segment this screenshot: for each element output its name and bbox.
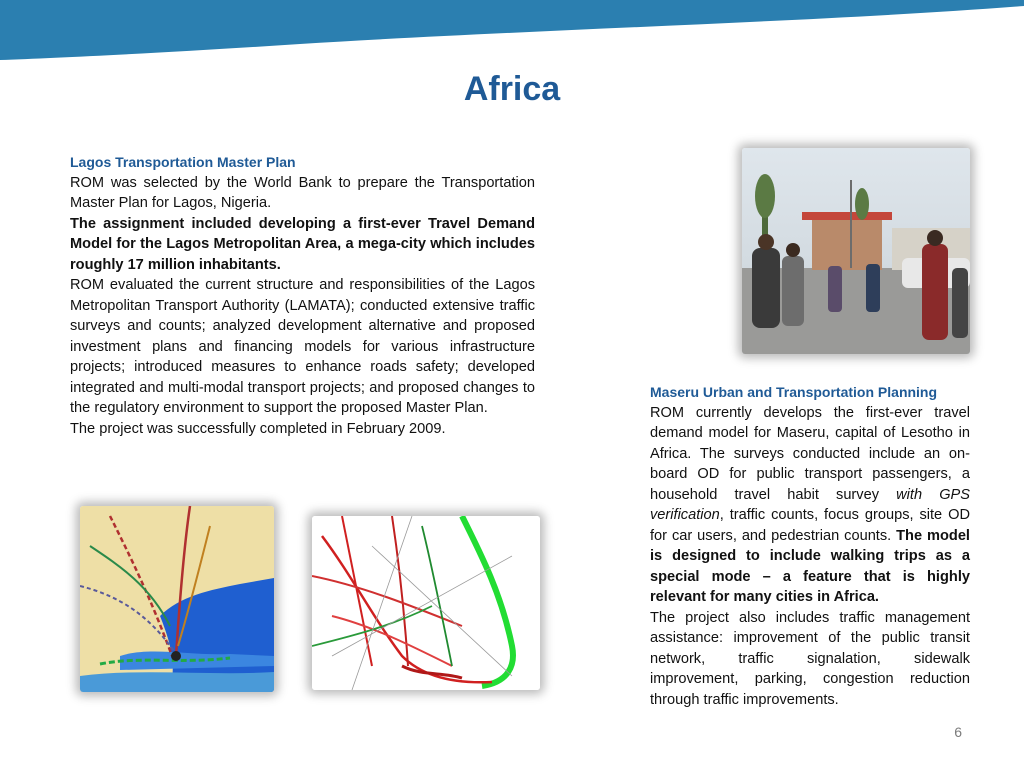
lagos-paragraph-1: ROM was selected by the World Bank to prepare the Transportation Master Plan for Lagos, Nigeria. <box>70 174 535 211</box>
lagos-paragraph-3: ROM evaluated the current structure and responsibilities of the Lagos Metropolitan Transport Authority (LAMATA); conducted extensive traffic surveys and counts; analyzed development alternative and proposed investment plans and financing models for various infrastructure projects; introduced measures to enhance roads safety; developed integrated and multi-modal transport projects; and proposed changes to the regulatory environment to support the proposed Master Plan. <box>70 277 535 416</box>
lagos-network-map <box>312 516 540 690</box>
lagos-paragraph-4: The project was successfully completed in February 2009. <box>70 420 446 437</box>
maseru-p1-italic: with GPS verification <box>650 486 971 523</box>
top-header-band <box>0 0 1024 62</box>
maseru-p1-text-b: , traffic counts, focus groups, site OD for car users, and pedestrian counts. <box>650 507 970 544</box>
maseru-text-block <box>650 382 970 710</box>
page-number: 6 <box>954 724 962 740</box>
maseru-paragraph-1 <box>650 403 970 608</box>
maseru-p1-text-a: ROM currently develops the first-ever travel demand model for Maseru, capital of Lesotho in Africa. The surveys conducted include an on-board OD for public transport passengers, a household travel habit survey <box>650 404 970 503</box>
slide-title: Africa <box>463 70 561 108</box>
maseru-paragraph-2: The project also includes traffic management assistance: improvement of the public transit network, traffic signalation, sidewalk improvement, parking, congestion reduction through traffic improvements. <box>650 609 970 708</box>
lagos-region-map <box>80 506 274 692</box>
lagos-heading: Lagos Transportation Master Plan <box>70 154 296 170</box>
maseru-street-photo <box>742 148 970 354</box>
maseru-p1-bold: The model is designed to include walking trips as a special mode – a feature that is highly relevant for many cities in Africa. <box>650 527 970 605</box>
maseru-heading: Maseru Urban and Transportation Planning <box>650 384 938 400</box>
lagos-text-block <box>70 152 535 439</box>
lagos-paragraph-2: The assignment included developing a first-ever Travel Demand Model for the Lagos Metropolitan Area, a mega-city which includes roughly 17 million inhabitants. <box>70 215 535 273</box>
